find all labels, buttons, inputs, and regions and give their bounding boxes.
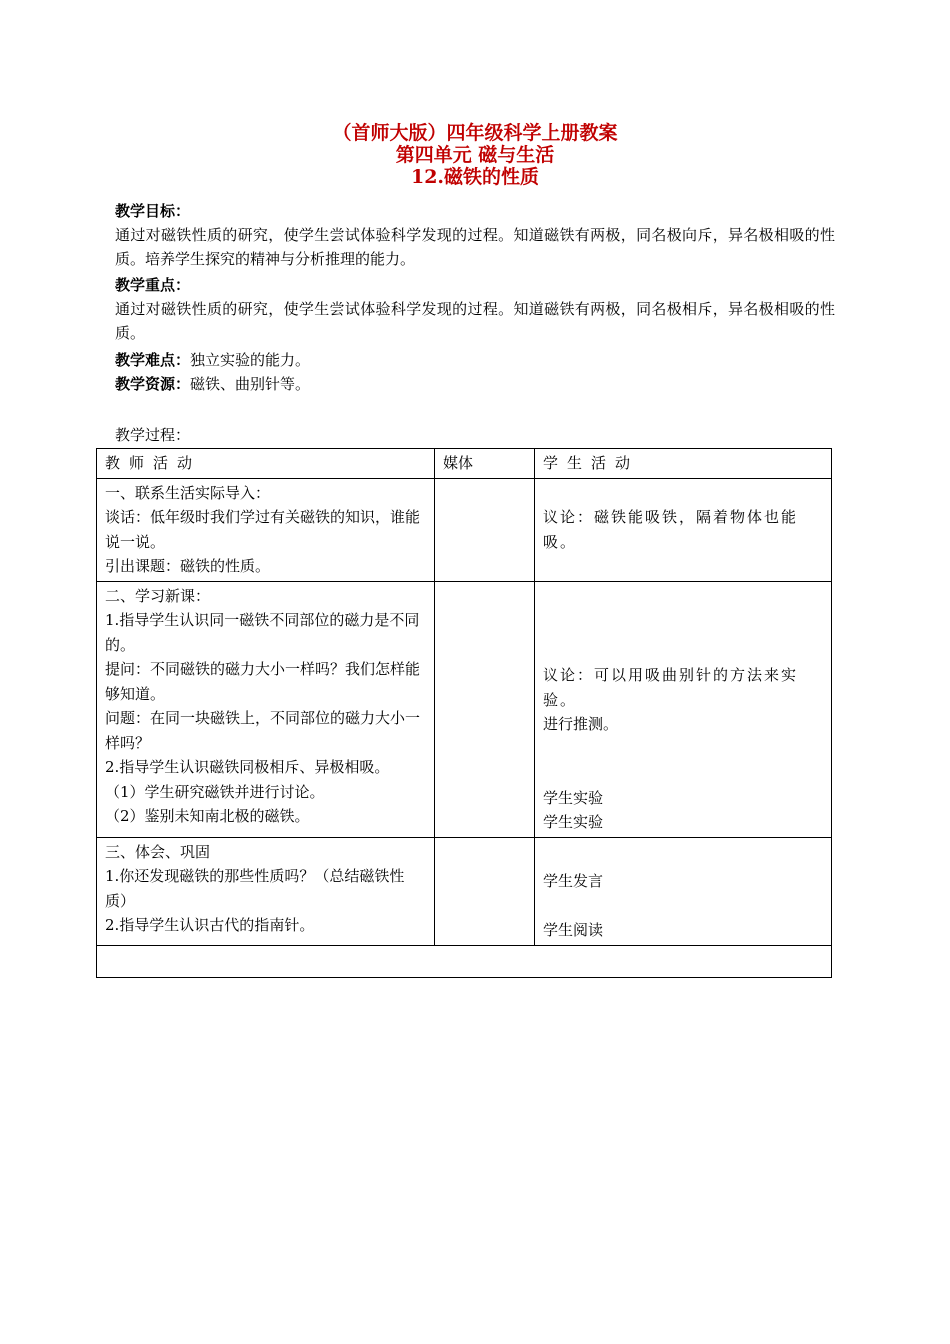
difficulty-text: 独立实验的能力。 [190,351,311,369]
teacher-cell [97,478,435,581]
process-label: 教学过程： [115,426,191,444]
table-row [97,837,832,945]
key-points-text: 通过对磁铁性质的研究，使学生尝试体验科学发现的过程。知道磁铁有两极，同名极相斥，异名极相吸的性质。 [115,300,835,342]
cell-line: 1.指导学生认识同一磁铁不同部位的磁力是不同的。 [105,611,420,654]
title-block [0,122,950,188]
media-cell [435,478,535,581]
table-header-row [97,449,832,479]
cell-line: 提问：不同磁铁的磁力大小一样吗？我们怎样能够知道。 [105,660,421,703]
cell-line: （2）鉴别未知南北极的磁铁。 [105,807,310,825]
cell-line: 问题：在同一块磁铁上，不同部位的磁力大小一样吗？ [105,709,421,752]
resources-section [115,372,835,396]
cell-line: 学生实验 [543,788,604,807]
cell-line: 进行推测。 [543,715,619,733]
cell-line: 2.指导学生认识古代的指南针。 [105,916,315,934]
teacher-cell [97,837,435,945]
header-teacher-activity: 教师活动 [97,449,435,479]
teacher-cell [97,581,435,837]
objectives-label: 教学目标： [115,202,191,220]
document-title: （首师大版）四年级科学上册教案 [332,122,618,144]
key-points-label: 教学重点： [115,276,191,294]
difficulty-label: 教学难点： [115,351,191,369]
difficulty-section [115,348,835,372]
student-cell [535,581,832,837]
cell-line: 2.指导学生认识磁铁同极相斥、异极相吸。 [105,758,390,776]
lesson-title: 12.磁铁的性质 [410,166,540,188]
media-cell [435,581,535,837]
table-row [97,581,832,837]
table-row [97,478,832,581]
cell-line: 一、联系生活实际导入： [105,483,271,502]
student-cell [535,837,832,945]
objectives-section [115,199,835,271]
student-cell [535,478,832,581]
cell-line: 二、学习新课： [105,586,211,605]
cell-line: 学生发言 [543,872,604,890]
resources-text: 磁铁、曲别针等。 [190,375,311,393]
cell-line: 三、体会、巩固 [105,842,211,861]
cell-line: 学生实验 [543,813,604,831]
cell-line: 谈话：低年级时我们学过有关磁铁的知识，谁能说一说。 [105,508,421,551]
cell-line: 议论：可以用吸曲别针的方法来实验。 [543,666,799,709]
objectives-text: 通过对磁铁性质的研究，使学生尝试体验科学发现的过程。知道磁铁有两极，同名极向斥，异名极相吸的性质。培养学生探究的精神与分析推理的能力。 [115,226,835,268]
resources-label: 教学资源： [115,375,191,393]
header-media: 媒体 [435,449,535,479]
key-points-section [115,273,835,345]
lesson-table [96,448,832,978]
cell-line: 学生阅读 [543,921,604,939]
empty-table-row [97,945,832,977]
header-student-activity: 学生活动 [535,449,832,479]
unit-title: 第四单元 磁与生活 [395,144,555,166]
cell-line: （1）学生研究磁铁并进行讨论。 [105,782,325,801]
media-cell [435,837,535,945]
empty-cell [97,945,832,977]
cell-line: 1.你还发现磁铁的那些性质吗？（总结磁铁性质） [105,867,405,910]
cell-line: 引出课题：磁铁的性质。 [105,557,271,575]
cell-line: 议论：磁铁能吸铁，隔着物体也能吸。 [543,508,799,551]
